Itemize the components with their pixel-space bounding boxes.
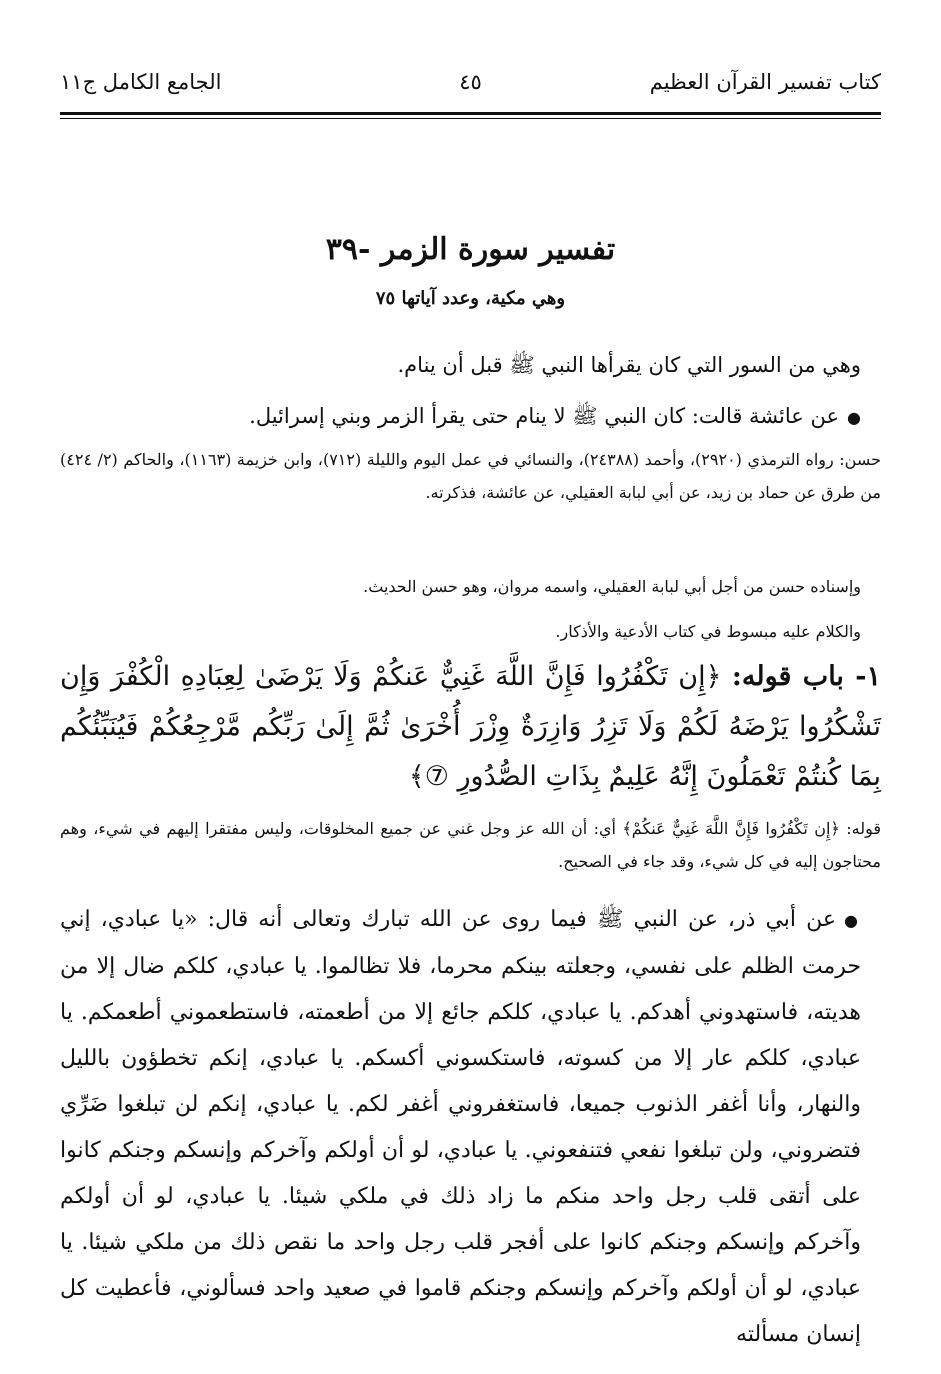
book-page [60, 0, 881, 1374]
running-header [60, 70, 881, 104]
page-number: ٤٥ [459, 70, 482, 94]
hadith-abu-dharr [60, 897, 881, 1358]
header-rule-thick [60, 112, 881, 115]
takhrij-paragraph [60, 443, 881, 509]
isnad-note-text: وإسناده حسن من أجل أبي لبابة العقيلي، واسمه مروان، وهو حسن الحديث. [363, 577, 861, 596]
book-title: كتاب تفسير القرآن العظيم [649, 70, 881, 94]
bab-label: ١- باب قوله: [731, 661, 881, 692]
hadith-aisha [60, 394, 881, 440]
discussion-note [60, 615, 881, 648]
surah-subtitle: وهي مكية، وعدد آياتها ٧٥ [375, 288, 566, 309]
bullet-icon: ● [843, 911, 861, 930]
intro-paragraph [60, 343, 881, 387]
header-rule-thin [60, 118, 881, 119]
tafsir-text: قوله: ﴿إِن تَكْفُرُوا فَإِنَّ اللَّهَ غَنِيٌّ عَنكُمْ﴾ أي: أن الله عز وجل غني عن جميع المخلوقات، وليس مفتقرا إليهم في شيء، وهم محتاجون إليه في كل شيء، وقد جاء في الصحيح. [60, 819, 881, 871]
hadith-abu-dharr-text: عن أبي ذر، عن النبي ﷺ فيما روى عن الله تبارك وتعالى أنه قال: «يا عبادي، إني حرمت الظلم على نفسي، وجعلته بينكم محرما، فلا تظالموا. يا عبادي، كلكم ضال إلا من هديته، فاستهدوني أهدكم. يا عبادي، كلكم جائع إلا من أطعمته، فاستطعموني أطعمكم. يا عبادي، كلكم عار إلا من كسوته، فاستكسوني أكسكم. يا عبادي، إنكم تخطؤون بالليل والنهار، وأنا أغفر الذنوب جميعا، فاستغفروني أغفر لكم. يا عبادي، إنكم لن تبلغوا ضَرِّي فتضروني، ولن تبلغوا نفعي فتنفعوني. يا عبادي، لو أن أولكم وآخركم وإنسكم وجنكم كانوا على أتقى قلب رجل واحد منكم ما زاد ذلك في ملكي شيئا. يا عبادي، لو أن أولكم وآخركم وإنسكم وجنكم كانوا على أفجر قلب رجل واحد ما نقص ذلك من ملكي شيئا. يا عبادي، لو أن أولكم وآخركم وإنسكم وجنكم قاموا في صعيد واحد فسألوني، فأعطيت كل إنسان مسألته [60, 907, 861, 1347]
bullet-icon: ● [847, 408, 861, 427]
surah-title: تفسير سورة الزمر -٣٩ [325, 232, 616, 267]
takhrij-text: حسن: رواه الترمذي (٢٩٢٠)، وأحمد (٢٤٣٨٨)، والنسائي في عمل اليوم والليلة (٧١٢)، وابن خزيمة (١١٦٣)، والحاكم (٢/ ٤٢٤) من طرق عن حماد بن زيد، عن أبي لبابة العقيلي، عن عائشة، فذكرته. [60, 450, 881, 502]
isnad-note [60, 570, 881, 603]
bab-heading [60, 652, 881, 802]
hadith-aisha-text: عن عائشة قالت: كان النبي ﷺ لا ينام حتى يقرأ الزمر وبني إسرائيل. [249, 404, 840, 428]
volume-label: الجامع الكامل ج١١ [60, 70, 222, 94]
tafsir-paragraph [60, 812, 881, 878]
intro-text: وهي من السور التي كان يقرأها النبي ﷺ قبل أن ينام. [397, 353, 861, 377]
discussion-note-text: والكلام عليه مبسوط في كتاب الأدعية والأذكار. [555, 622, 861, 641]
bab-verse: ﴿إِن تَكْفُرُوا فَإِنَّ اللَّهَ غَنِيٌّ عَنكُمْ وَلَا يَرْضَىٰ لِعِبَادِهِ الْكُفْرَ وَإِن تَشْكُرُوا يَرْضَهُ لَكُمْ وَلَا تَزِرُ وَازِرَةٌ وِزْرَ أُخْرَىٰ ثُمَّ إِلَىٰ رَبِّكُم مَّرْجِعُكُمْ فَيُنَبِّئُكُم بِمَا كُنتُمْ تَعْمَلُونَ إِنَّهُ عَلِيمٌ بِذَاتِ الصُّدُورِ ⑦﴾ [60, 661, 881, 792]
